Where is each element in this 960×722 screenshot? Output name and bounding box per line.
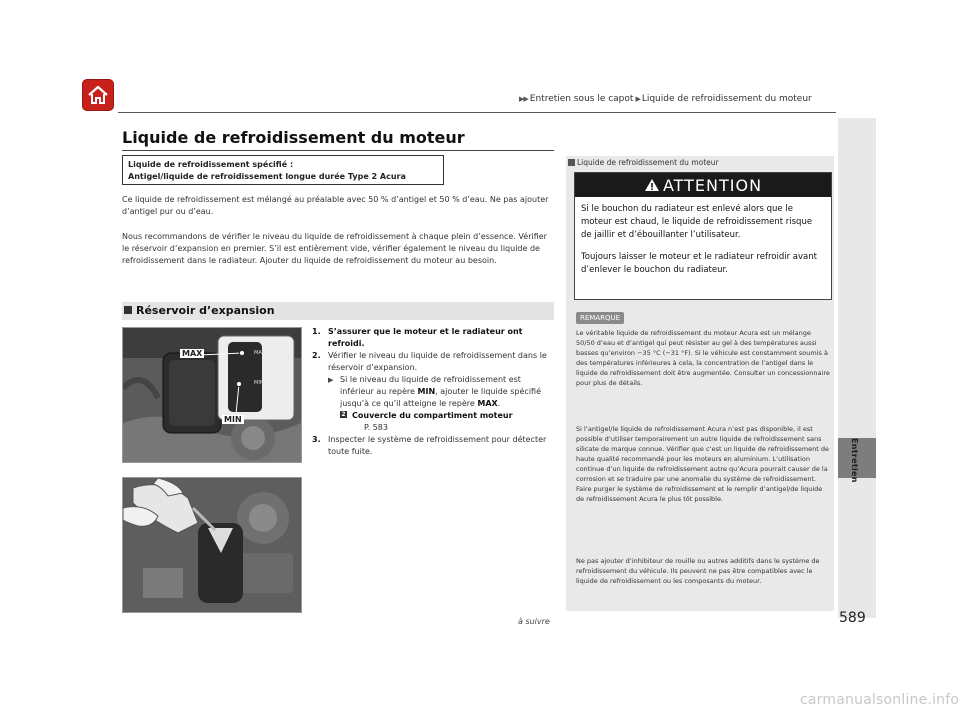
step-text: Vérifier le niveau du liquide de refroidissement dans le réservoir d’expansion. <box>328 351 547 372</box>
home-button[interactable] <box>83 80 113 110</box>
section-title: Réservoir d’expansion <box>136 304 275 317</box>
paragraph: Ce liquide de refroidissement est mélangé au préalable avec 50 % d’antigel et 50 % d’eau. Ne pas ajouter d’antigel pur ou d’eau. <box>122 195 549 216</box>
note-paragraph: Ne pas ajouter d’inhibiteur de rouille ou autres additifs dans le système de refroidissement du véhicule. Ils peuvent ne pas être compatibles avec le liquide de refroidissement ou les composants du moteur. <box>576 557 820 585</box>
paragraph: Nous recommandons de vérifier le niveau du liquide de refroidissement à chaque plein d’essence. Vérifier le réservoir d’expansion en premier. S’il est entièrement vide, vérifier également le niveau du liquide de refroidissement dans le radiateur. Ajouter du liquide de refroidissement du moteur au besoin. <box>122 232 547 265</box>
page-number: 589 <box>839 610 866 626</box>
spec-line: Liquide de refroidissement spécifié : <box>128 160 294 169</box>
chapter-tab-label[interactable]: Entretien <box>850 438 859 483</box>
step-text: Inspecter le système de refroidissement pour détecter toute fuite. <box>328 435 547 456</box>
step-number: 3. <box>312 435 321 444</box>
reference-title[interactable]: Couvercle du compartiment moteur <box>352 411 513 420</box>
reference-icon: 2 <box>341 411 346 418</box>
warning-header <box>575 173 831 197</box>
step-1 <box>312 326 554 350</box>
caption-text: Liquide de refroidissement du moteur <box>577 158 719 167</box>
warning-text: Si le bouchon du radiateur est enlevé alors que le moteur est chaud, le liquide de refroidissement risque de jaillir et d’ébouillanter l’utilisateur. <box>581 204 813 240</box>
side-caption <box>568 158 719 167</box>
step-number: 2. <box>312 351 321 360</box>
expansion-tank-photo <box>122 327 302 463</box>
continued-label: à suivre <box>518 617 550 626</box>
cross-reference-link[interactable] <box>340 410 554 422</box>
step-text: S’assurer que le moteur et le radiateur ont refroidi. <box>328 327 523 348</box>
substep-text: , ajouter le liquide spécifié jusqu’à ce qu’il atteigne le repère <box>340 387 542 408</box>
section-bullet-icon <box>124 306 132 314</box>
reference-page[interactable]: P. 583 <box>364 423 388 432</box>
title-divider <box>122 150 554 151</box>
warning-box <box>574 172 832 300</box>
max-callout: MAX <box>182 349 203 358</box>
home-icon <box>87 85 109 105</box>
chapter-tab-strip <box>838 118 876 618</box>
arrow-icon: ▶ <box>328 376 334 384</box>
step-3 <box>312 434 554 458</box>
max-mark: MAX <box>477 399 498 408</box>
spec-line: Antigel/liquide de refroidissement longue durée Type 2 Acura <box>128 172 406 181</box>
note-paragraph: Le véritable liquide de refroidissement du moteur Acura est un mélange 50/50 d’eau et d’antigel qui peut résister au gel à des températures aussi basses qu’environ −35 °C (−31 °F). Si le véhicule est constamment soumis à des températures inférieures à cela, la concentration de l’antigel dans le liquide de refroidissement doit être augmentée. Consulter un concessionnaire pour plus de détails. <box>576 329 830 387</box>
step-2-substep <box>328 374 554 434</box>
substep-text: Si le niveau du liquide de refroidissement est inférieur au repère <box>340 375 521 396</box>
steps-list <box>312 326 554 458</box>
svg-text:MIN: MIN <box>254 380 264 386</box>
substep-text: . <box>497 399 501 408</box>
spec-box <box>122 155 444 185</box>
breadcrumb-item[interactable]: Entretien sous le capot <box>529 94 634 104</box>
min-callout: MIN <box>224 415 242 424</box>
step-number: 1. <box>312 327 321 336</box>
breadcrumb <box>517 94 812 104</box>
note-paragraph: Si l’antigel/le liquide de refroidissement Acura n’est pas disponible, il est possible d’utiliser temporairement un autre liquide de refroidissement sans silicate de marque connue. Vérifier que c’est un liquide de refroidissement de haute qualité recommandé pour les moteurs en aluminium. L’utilisation continue d’un liquide de refroidissement autre qu’Acura pourrait causer de la corrosion et se traduire par une anomalie du système de refroidissement. Faire purger le système de refroidissement et le remplir d’antigel/de liquide de refroidissement Acura le plus tôt possible. <box>576 425 829 503</box>
watermark: carmanualsonline.info <box>800 692 960 708</box>
header-divider <box>118 112 836 113</box>
warning-triangle-icon <box>644 178 660 192</box>
note-tag: REMARQUE <box>576 312 624 324</box>
pouring-coolant-photo <box>122 477 302 613</box>
svg-text:MAX: MAX <box>254 350 266 356</box>
min-mark: MIN <box>417 387 436 396</box>
page-title: Liquide de refroidissement du moteur <box>122 128 465 147</box>
step-2 <box>312 350 554 434</box>
breadcrumb-arrow-icon: ▶ <box>635 95 640 103</box>
caption-marker-icon <box>568 159 575 166</box>
warning-title: ATTENTION <box>662 175 763 195</box>
breadcrumb-arrow-icon: ▶▶ <box>519 95 528 103</box>
warning-text: Toujours laisser le moteur et le radiateur refroidir avant d’enlever le bouchon du radiateur. <box>581 252 817 275</box>
breadcrumb-item[interactable]: Liquide de refroidissement du moteur <box>641 94 812 104</box>
